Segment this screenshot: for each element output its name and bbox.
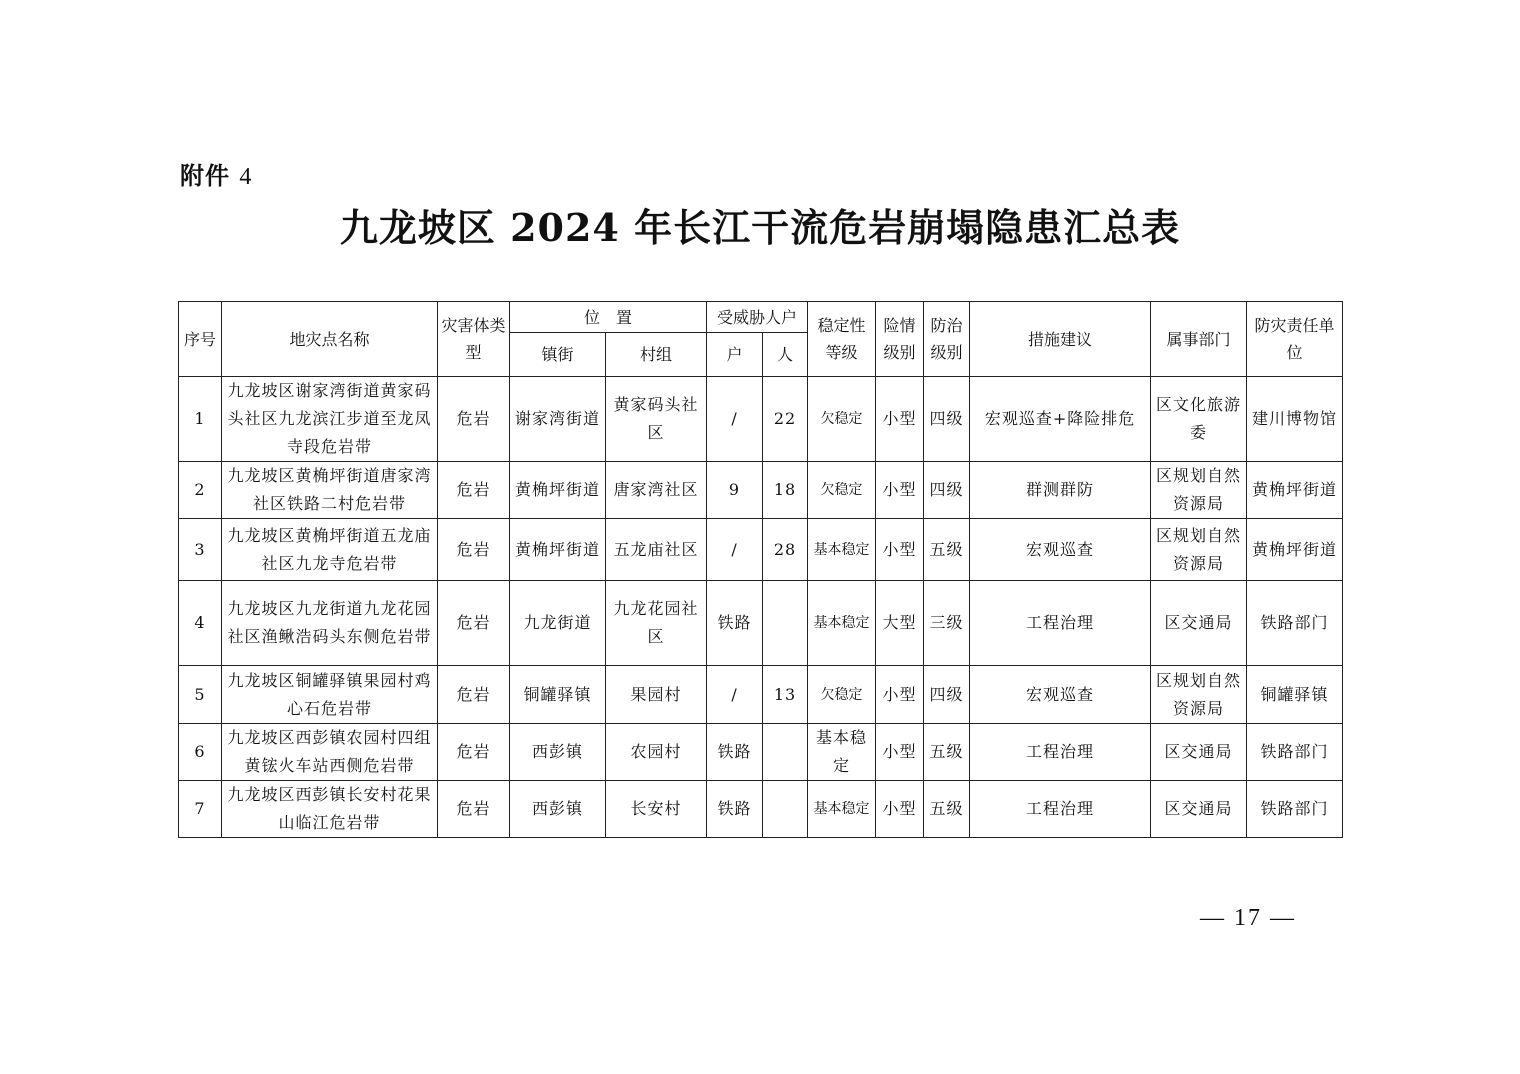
cell-site-name: 九龙坡区黄桷坪街道唐家湾社区铁路二村危岩带 — [222, 462, 438, 519]
cell-people: 22 — [763, 377, 808, 462]
cell-measures: 宏观巡查 — [970, 519, 1151, 581]
cell-village: 唐家湾社区 — [606, 462, 707, 519]
table-row — [179, 519, 1343, 581]
cell-risk-level: 小型 — [876, 519, 924, 581]
cell-stability: 基本稳定 — [808, 781, 876, 838]
cell-responsible-unit: 铁路部门 — [1247, 581, 1343, 666]
page-number: — 17 — — [1200, 905, 1296, 931]
cell-town: 西彭镇 — [510, 781, 606, 838]
cell-hazard-type: 危岩 — [438, 781, 510, 838]
cell-households: 铁路 — [707, 781, 763, 838]
cell-department: 区交通局 — [1151, 581, 1247, 666]
cell-people — [763, 724, 808, 781]
cell-people: 13 — [763, 666, 808, 724]
header-measures: 措施建议 — [970, 302, 1151, 377]
cell-measures: 宏观巡查+降险排危 — [970, 377, 1151, 462]
cell-risk-level: 小型 — [876, 462, 924, 519]
header-risk-level: 险情级别 — [876, 302, 924, 377]
cell-department: 区交通局 — [1151, 724, 1247, 781]
header-people: 人 — [763, 333, 808, 377]
table-row — [179, 377, 1343, 462]
cell-households: / — [707, 377, 763, 462]
cell-village: 农园村 — [606, 724, 707, 781]
header-seq: 序号 — [179, 302, 222, 377]
cell-households: 铁路 — [707, 581, 763, 666]
cell-village: 黄家码头社区 — [606, 377, 707, 462]
cell-measures: 宏观巡查 — [970, 666, 1151, 724]
cell-site-name: 九龙坡区谢家湾街道黄家码头社区九龙滨江步道至龙凤寺段危岩带 — [222, 377, 438, 462]
header-households: 户 — [707, 333, 763, 377]
cell-responsible-unit: 黄桷坪街道 — [1247, 462, 1343, 519]
cell-households: / — [707, 666, 763, 724]
cell-seq: 2 — [179, 462, 222, 519]
cell-risk-level: 小型 — [876, 724, 924, 781]
cell-responsible-unit: 黄桷坪街道 — [1247, 519, 1343, 581]
header-site-name: 地灾点名称 — [222, 302, 438, 377]
cell-households: / — [707, 519, 763, 581]
cell-prevention-level: 五级 — [924, 724, 970, 781]
cell-town: 西彭镇 — [510, 724, 606, 781]
cell-seq: 4 — [179, 581, 222, 666]
cell-town: 铜罐驿镇 — [510, 666, 606, 724]
header-department: 属事部门 — [1151, 302, 1247, 377]
cell-risk-level: 小型 — [876, 377, 924, 462]
cell-town: 黄桷坪街道 — [510, 519, 606, 581]
header-hazard-type: 灾害体类型 — [438, 302, 510, 377]
cell-prevention-level: 三级 — [924, 581, 970, 666]
cell-prevention-level: 五级 — [924, 519, 970, 581]
cell-responsible-unit: 建川博物馆 — [1247, 377, 1343, 462]
table-header-row-1 — [179, 302, 1343, 333]
cell-town: 谢家湾街道 — [510, 377, 606, 462]
cell-responsible-unit: 铁路部门 — [1247, 781, 1343, 838]
cell-risk-level: 小型 — [876, 781, 924, 838]
cell-seq: 3 — [179, 519, 222, 581]
cell-people — [763, 581, 808, 666]
attachment-label-text: 附件 — [180, 162, 230, 190]
cell-stability: 欠稳定 — [808, 377, 876, 462]
cell-village: 九龙花园社区 — [606, 581, 707, 666]
cell-hazard-type: 危岩 — [438, 724, 510, 781]
header-town: 镇街 — [510, 333, 606, 377]
attachment-label — [180, 156, 252, 191]
cell-department: 区规划自然资源局 — [1151, 519, 1247, 581]
cell-households: 铁路 — [707, 724, 763, 781]
cell-town: 九龙街道 — [510, 581, 606, 666]
cell-risk-level: 小型 — [876, 666, 924, 724]
cell-stability: 基本稳定 — [808, 519, 876, 581]
cell-town: 黄桷坪街道 — [510, 462, 606, 519]
cell-stability: 基本稳定 — [808, 581, 876, 666]
cell-village: 五龙庙社区 — [606, 519, 707, 581]
cell-department: 区规划自然资源局 — [1151, 666, 1247, 724]
table-row — [179, 666, 1343, 724]
page-title: 九龙坡区 2024 年长江干流危岩崩塌隐患汇总表 — [339, 205, 1181, 250]
header-location: 位 置 — [510, 302, 707, 333]
cell-site-name: 九龙坡区西彭镇长安村花果山临江危岩带 — [222, 781, 438, 838]
header-stability: 稳定性等级 — [808, 302, 876, 377]
cell-village: 果园村 — [606, 666, 707, 724]
cell-department: 区文化旅游委 — [1151, 377, 1247, 462]
table-row — [179, 724, 1343, 781]
cell-prevention-level: 四级 — [924, 377, 970, 462]
table-row — [179, 581, 1343, 666]
cell-people: 28 — [763, 519, 808, 581]
cell-prevention-level: 四级 — [924, 666, 970, 724]
cell-seq: 1 — [179, 377, 222, 462]
table-row — [179, 781, 1343, 838]
cell-prevention-level: 四级 — [924, 462, 970, 519]
cell-site-name: 九龙坡区黄桷坪街道五龙庙社区九龙寺危岩带 — [222, 519, 438, 581]
cell-responsible-unit: 铁路部门 — [1247, 724, 1343, 781]
cell-site-name: 九龙坡区西彭镇农园村四组黄𬭎火车站西侧危岩带 — [222, 724, 438, 781]
cell-stability: 基本稳定 — [808, 724, 876, 781]
cell-households: 9 — [707, 462, 763, 519]
cell-site-name: 九龙坡区铜罐驿镇果园村鸡心石危岩带 — [222, 666, 438, 724]
cell-prevention-level: 五级 — [924, 781, 970, 838]
cell-department: 区规划自然资源局 — [1151, 462, 1247, 519]
cell-stability: 欠稳定 — [808, 666, 876, 724]
cell-hazard-type: 危岩 — [438, 377, 510, 462]
header-village: 村组 — [606, 333, 707, 377]
cell-responsible-unit: 铜罐驿镇 — [1247, 666, 1343, 724]
attachment-number: 4 — [239, 164, 253, 190]
cell-measures: 群测群防 — [970, 462, 1151, 519]
header-threatened: 受威胁人户 — [707, 302, 808, 333]
cell-measures: 工程治理 — [970, 724, 1151, 781]
cell-seq: 5 — [179, 666, 222, 724]
cell-seq: 6 — [179, 724, 222, 781]
cell-village: 长安村 — [606, 781, 707, 838]
header-prevention-level: 防治级别 — [924, 302, 970, 377]
cell-measures: 工程治理 — [970, 581, 1151, 666]
cell-department: 区交通局 — [1151, 781, 1247, 838]
table-row — [179, 462, 1343, 519]
hazard-summary-table — [178, 301, 1343, 838]
cell-seq: 7 — [179, 781, 222, 838]
cell-hazard-type: 危岩 — [438, 462, 510, 519]
header-responsible-unit: 防灾责任单位 — [1247, 302, 1343, 377]
cell-stability: 欠稳定 — [808, 462, 876, 519]
cell-people: 18 — [763, 462, 808, 519]
cell-risk-level: 大型 — [876, 581, 924, 666]
cell-hazard-type: 危岩 — [438, 581, 510, 666]
cell-hazard-type: 危岩 — [438, 519, 510, 581]
cell-measures: 工程治理 — [970, 781, 1151, 838]
cell-site-name: 九龙坡区九龙街道九龙花园社区渔鳅浩码头东侧危岩带 — [222, 581, 438, 666]
cell-people — [763, 781, 808, 838]
cell-hazard-type: 危岩 — [438, 666, 510, 724]
